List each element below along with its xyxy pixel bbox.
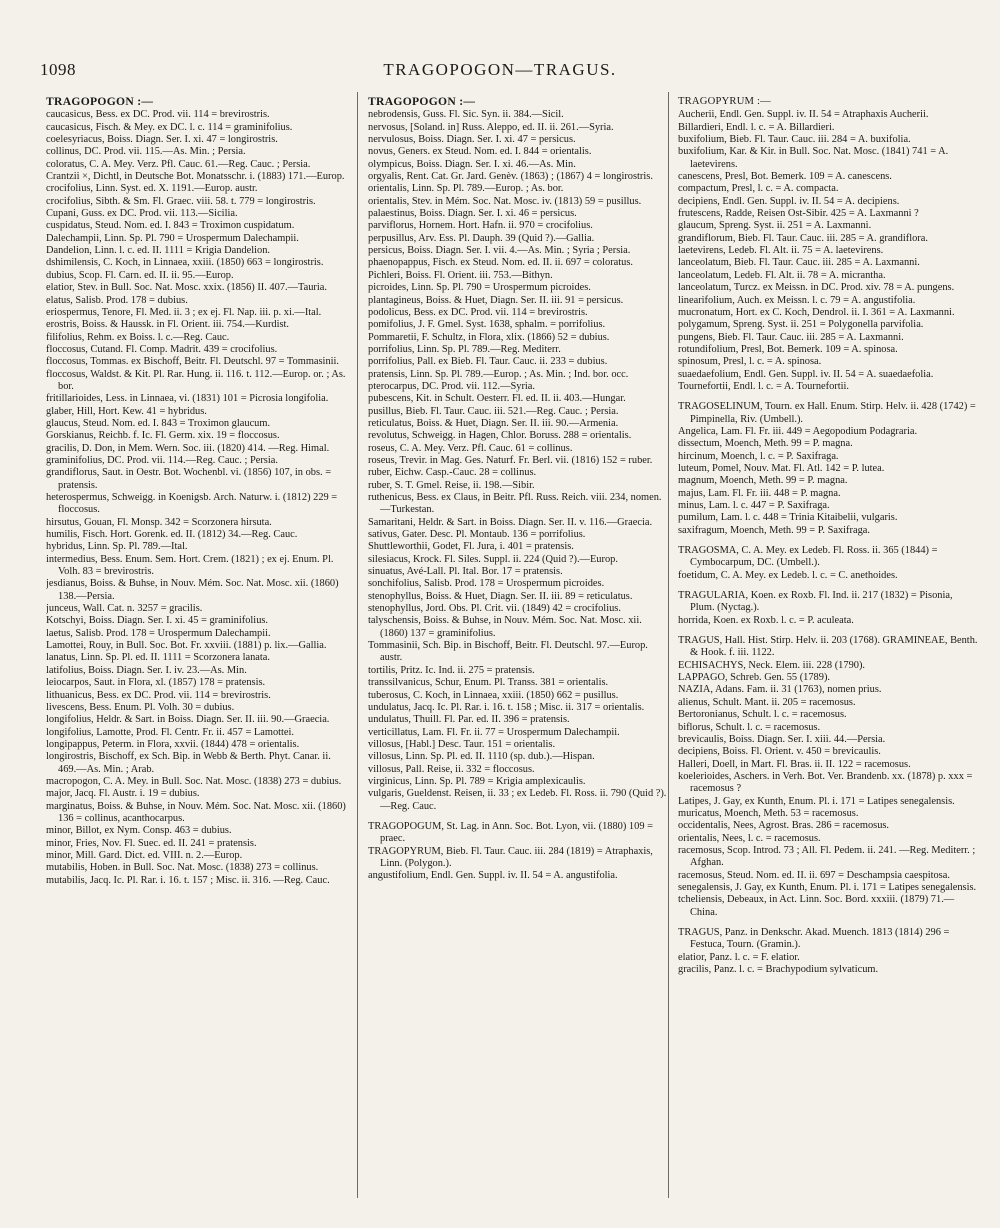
index-entry: lithuanicus, Bess. ex DC. Prod. vii. 114 = brevirostris. <box>46 689 271 701</box>
index-entry: longirostris, Bischoff, ex Sch. Bip. in Webb & Berth. Phyt. Canar. ii. 469.—As. Min. ; Arab. <box>46 751 331 775</box>
index-entry: intermedius, Bess. Enum. Sem. Hort. Crem. (1821) ; ex ej. Enum. Pl. Volh. 83 = brevirostris. <box>46 553 334 578</box>
index-entry: glaucus, Steud. Nom. ed. I. 843 = Troximon glaucum. <box>46 417 271 429</box>
index-entry: villosus, Pall. Reise, ii. 332 = floccosus. <box>368 763 535 775</box>
index-entry: major, Jacq. Fl. Austr. i. 19 = dubius. <box>46 788 200 800</box>
index-entry: Samaritani, Heldr. & Sart. in Boiss. Diagn. Ser. II. v. 116.—Graecia. <box>368 516 653 528</box>
index-entry: Cupani, Guss. ex DC. Prod. vii. 113.—Sicilia. <box>46 208 238 220</box>
index-entry: laetus, Salisb. Prod. 178 = Urospermum Dalechampii. <box>46 627 271 639</box>
index-entry: NAZIA, Adans. Fam. ii. 31 (1763), nomen prius. <box>678 684 882 696</box>
index-entry: angustifolium, Endl. Gen. Suppl. iv. II. 54 = A. angustifolia. <box>368 870 618 882</box>
index-entry: glaber, Hill, Hort. Kew. 41 = hybridus. <box>46 405 207 417</box>
index-entry: TRAGOSELINUM, Tourn. ex Hall. Enum. Stirp. Helv. ii. 428 (1742) = Pimpinella, Riv. (Umbell.). <box>678 401 976 425</box>
index-entry: decipiens, Endl. Gen. Suppl. iv. II. 54 = A. decipiens. <box>678 195 900 207</box>
index-entry: foetidum, C. A. Mey. ex Ledeb. l. c. = C. anethoides. <box>678 569 898 581</box>
index-entry: Gorskianus, Reichb. f. Ic. Fl. Germ. xix. 19 = floccosus. <box>46 430 280 442</box>
index-entry: elatus, Salisb. Prod. 178 = dubius. <box>46 294 188 306</box>
index-entry: buxifolium, Kar. & Kir. in Bull. Soc. Nat. Mosc. (1841) 741 = A. laetevirens. <box>678 146 949 170</box>
index-entry: nebrodensis, Guss. Fl. Sic. Syn. ii. 384.—Sicil. <box>368 109 564 121</box>
index-entry: pratensis, Linn. Sp. Pl. 789.—Europ. ; As. Min. ; Ind. bor. occ. <box>368 368 629 380</box>
index-entry: undulatus, Jacq. Ic. Pl. Rar. i. 16. t. 158 ; Misc. ii. 317 = orientalis. <box>368 701 645 713</box>
index-entry: graminifolius, DC. Prod. vii. 114.—Reg. Cauc. ; Persia. <box>46 454 278 466</box>
index-entry: muricatus, Moench, Meth. 53 = racemosus. <box>678 807 859 819</box>
index-entry: fritillarioides, Less. in Linnaea, vi. (1831) 101 = Picrosia longifolia. <box>46 393 329 405</box>
index-entry: jesdianus, Boiss. & Buhse, in Nouv. Mém. Soc. Nat. Mosc. xii. (1860) 138.—Persia. <box>46 578 339 602</box>
index-entry: Shuttleworthii, Godet, Fl. Jura, i. 401 = pratensis. <box>368 541 574 553</box>
index-entry: elatior, Stev. in Bull. Soc. Nat. Mosc. xxix. (1856) II. 407.—Tauria. <box>46 282 327 294</box>
index-entry: mutabilis, Hoben. in Bull. Soc. Nat. Mosc. (1838) 273 = collinus. <box>46 862 319 874</box>
genus-heading: TRAGOPOGON :— <box>368 96 476 108</box>
index-entry: ruber, Eichw. Casp.-Cauc. 28 = collinus. <box>368 467 537 479</box>
entry-list <box>678 109 978 393</box>
index-entry: minor, Mill. Gard. Dict. ed. VIII. n. 2.—Europ. <box>46 849 243 861</box>
index-entry: mutabilis, Jacq. Ic. Pl. Rar. i. 16. t. 157 ; Misc. ii. 316. —Reg. Cauc. <box>46 874 330 886</box>
index-entry: transsilvanicus, Schur, Enum. Pl. Transs. 381 = orientalis. <box>368 677 609 689</box>
index-entry: filifolius, Rehm. ex Boiss. l. c.—Reg. Cauc. <box>46 331 230 343</box>
index-entry: crocifolius, Linn. Syst. ed. X. 1191.—Europ. austr. <box>46 183 258 195</box>
index-entry: verticillatus, Lam. Fl. Fr. ii. 77 = Urospermum Dalechampii. <box>368 726 620 738</box>
index-entry: Dalechampii, Linn. Sp. Pl. 790 = Urospermum Dalechampii. <box>46 232 299 244</box>
index-entry: lanceolatum, Bieb. Fl. Taur. Cauc. iii. 285 = A. Laxmanni. <box>678 257 920 269</box>
index-entry: racemosus, Steud. Nom. ed. II. ii. 697 = Deschampsia caespitosa. <box>678 869 950 881</box>
index-entry: longipappus, Peterm. in Flora, xxvii. (1844) 478 = orientalis. <box>46 738 300 750</box>
index-entry: orientalis, Linn. Sp. Pl. 789.—Europ. ; As. bor. <box>368 183 564 195</box>
index-entry: minor, Fries, Nov. Fl. Suec. ed. II. 241 = pratensis. <box>46 837 257 849</box>
index-entry: tcheliensis, Debeaux, in Act. Linn. Soc. Bord. xxxiii. (1879) 71.—China. <box>678 894 955 918</box>
index-entry: marginatus, Boiss. & Buhse, in Nouv. Mém. Soc. Nat. Mosc. xii. (1860) 136 = collinus, acanthocarpus. <box>46 800 346 824</box>
index-entry: majus, Lam. Fl. Fr. iii. 448 = P. magna. <box>678 487 841 499</box>
index-entry: laetevirens, Ledeb. Fl. Alt. ii. 75 = A. laetevirens. <box>678 245 884 257</box>
index-entry: Latipes, J. Gay, ex Kunth, Enum. Pl. i. 171 = Latipes senegalensis. <box>678 795 955 807</box>
index-entry: LAPPAGO, Schreb. Gen. 55 (1789). <box>678 672 831 684</box>
index-entry: Lamottei, Rouy, in Bull. Soc. Bot. Fr. xxviii. (1881) p. lix.—Gallia. <box>46 640 327 652</box>
index-entry: coloratus, C. A. Mey. Verz. Pfl. Cauc. 61.—Reg. Cauc. ; Persia. <box>46 158 311 170</box>
index-entry: Billardieri, Endl. l. c. = A. Billardieri. <box>678 121 835 133</box>
index-entry: Kotschyi, Boiss. Diagn. Ser. I. xi. 45 = graminifolius. <box>46 615 269 627</box>
index-entry: villosus, [Habl.] Desc. Taur. 151 = orientalis. <box>368 738 556 750</box>
index-entry: racemosus, Scop. Introd. 73 ; All. Fl. Pedem. ii. 241. —Reg. Mediterr. ; Afghan. <box>678 844 976 869</box>
index-entry: mucronatum, Hort. ex C. Koch, Dendrol. ii. I. 361 = A. Laxmanni. <box>678 306 955 318</box>
index-entry: undulatus, Thuill. Fl. Par. ed. II. 396 = pratensis. <box>368 714 570 726</box>
index-entry: TRAGOPOGUM, St. Lag. in Ann. Soc. Bot. Lyon, vii. (1880) 109 = praec. <box>368 820 653 845</box>
index-entry: sonchifolius, Salisb. Prod. 178 = Urospermum picroides. <box>368 578 605 590</box>
index-entry: podolicus, Bess. ex DC. Prod. vii. 114 = brevirostris. <box>368 306 588 318</box>
genus-block <box>678 635 978 919</box>
index-entry: Angelica, Lam. Fl. Fr. iii. 449 = Aegopodium Podagraria. <box>678 425 918 437</box>
index-entry: erostris, Boiss. & Haussk. in Fl. Orient. iii. 754.—Kurdist. <box>46 319 290 331</box>
index-entry: alienus, Schult. Mant. ii. 205 = racemosus. <box>678 696 856 708</box>
index-entry: olympicus, Boiss. Diagn. Ser. I. xi. 46.—As. Min. <box>368 158 576 170</box>
index-entry: pterocarpus, DC. Prod. vii. 112.—Syria. <box>368 380 536 392</box>
index-entry: hircinum, Moench, l. c. = P. Saxifraga. <box>678 450 839 462</box>
genus-heading: TRAGOPOGON :— <box>46 96 154 108</box>
index-entry: collinus, DC. Prod. vii. 115.—As. Min. ; Persia. <box>46 146 246 158</box>
genus-block <box>368 821 668 883</box>
index-entry: saxifragum, Moench, Meth. 99 = P. Saxifraga. <box>678 524 870 536</box>
index-entry: frutescens, Radde, Reisen Ost-Sibir. 425 = A. Laxmanni ? <box>678 208 919 220</box>
entry-list <box>368 109 668 813</box>
index-entry: orientalis, Nees, l. c. = racemosus. <box>678 832 821 844</box>
index-entry: pumilum, Lam. l. c. 448 = Trinia Kitaibelii, vulgaris. <box>678 512 898 524</box>
index-entry: novus, Geners. ex Steud. Nom. ed. I. 844 = orientalis. <box>368 146 592 158</box>
index-entry: longifolius, Lamotte, Prod. Fl. Centr. Fr. ii. 457 = Lamottei. <box>46 726 295 738</box>
index-entry: pusillus, Bieb. Fl. Taur. Cauc. iii. 521.—Reg. Cauc. ; Persia. <box>368 405 619 417</box>
index-entry: magnum, Moench, Meth. 99 = P. magna. <box>678 475 848 487</box>
index-entry: macropogon, C. A. Mey. in Bull. Soc. Nat. Mosc. (1838) 273 = dubius. <box>46 775 342 787</box>
index-entry: caucasicus, Bess. ex DC. Prod. vii. 114 = brevirostris. <box>46 109 270 121</box>
index-entry: Pommaretii, F. Schultz, in Flora, xlix. (1866) 52 = dubius. <box>368 331 610 343</box>
index-entry: revolutus, Schweigg. in Hagen, Chlor. Boruss. 288 = orientalis. <box>368 430 632 442</box>
index-entry: polygamum, Spreng. Syst. ii. 251 = Polygonella parvifolia. <box>678 319 924 331</box>
index-entry: Tommasinii, Sch. Bip. in Bischoff, Beitr. Fl. Deutschl. 97.—Europ. austr. <box>368 640 648 664</box>
index-entry: latifolius, Boiss. Diagn. Ser. I. iv. 23.—As. Min. <box>46 664 247 676</box>
index-entry: minor, Billot, ex Nym. Consp. 463 = dubius. <box>46 825 232 837</box>
index-entry: stenophyllus, Jord. Obs. Pl. Crit. vii. (1849) 42 = crocifolius. <box>368 603 621 615</box>
index-entry: glaucum, Spreng. Syst. ii. 251 = A. Laxmanni. <box>678 220 872 232</box>
index-entry: pomifolius, J. F. Gmel. Syst. 1638, sphalm. = porrifolius. <box>368 319 606 331</box>
index-entry: TRAGOPYRUM, Bieb. Fl. Taur. Cauc. iii. 284 (1819) = Atraphaxis, Linn. (Polygon.). <box>368 845 653 869</box>
index-entry: pungens, Bieb. Fl. Taur. Cauc. iii. 285 = A. Laxmanni. <box>678 331 904 343</box>
index-entry: lanatus, Linn. Sp. Pl. ed. II. 1111 = Scorzonera lanata. <box>46 652 271 664</box>
index-entry: longifolius, Heldr. & Sart. in Boiss. Diagn. Ser. II. iii. 90.—Graecia. <box>46 714 330 726</box>
index-entry: porrifolius, Linn. Sp. Pl. 789.—Reg. Mediterr. <box>368 343 561 355</box>
index-entry: Aucherii, Endl. Gen. Suppl. iv. II. 54 = Atraphaxis Aucherii. <box>678 109 929 121</box>
index-entry: TRAGULARIA, Koen. ex Roxb. Fl. Ind. ii. 217 (1832) = Pisonia, Plum. (Nyctag.). <box>678 590 953 614</box>
index-entry: silesiacus, Krock. Fl. Siles. Suppl. ii. 224 (Quid ?).—Europ. <box>368 553 618 565</box>
index-entry: spinosum, Presl, l. c. = A. spinosa. <box>678 356 822 368</box>
column-divider <box>357 92 358 1198</box>
index-entry: perpusillus, Arv. Ess. Pl. Dauph. 39 (Quid ?).—Gallia. <box>368 232 595 244</box>
column-middle <box>368 96 668 1196</box>
index-entry: picroides, Linn. Sp. Pl. 790 = Urospermum picroides. <box>368 282 591 294</box>
index-entry: grandiflorus, Saut. in Oestr. Bot. Wochenbl. vi. (1856) 107, in obs. = pratensis. <box>46 467 332 491</box>
index-entry: lanceolatum, Ledeb. Fl. Alt. ii. 78 = A. micrantha. <box>678 269 886 281</box>
index-entry: rotundifolium, Presl, Bot. Bemerk. 109 = A. spinosa. <box>678 343 898 355</box>
genus-block <box>678 927 978 976</box>
index-entry: pubescens, Kit. in Schult. Oesterr. Fl. ed. II. ii. 403.—Hungar. <box>368 393 626 405</box>
column-right <box>678 96 978 1196</box>
index-entry: TRAGOSMA, C. A. Mey. ex Ledeb. Fl. Ross. ii. 365 (1844) = Cymbocarpum, DC. (Umbell.). <box>678 545 938 569</box>
index-entry: nervulosus, Boiss. Diagn. Ser. I. xi. 47 = persicus. <box>368 134 576 146</box>
index-entry: grandiflorum, Bieb. Fl. Taur. Cauc. iii. 285 = A. grandiflora. <box>678 232 928 244</box>
index-entry: vulgaris, Gueldenst. Reisen, ii. 33 ; ex Ledeb. Fl. Ross. ii. 790 (Quid ?).—Reg. Cauc. <box>368 788 667 812</box>
index-entry: roseus, Trevir. in Mag. Ges. Naturf. Fr. Berl. vii. (1816) 152 = ruber. <box>368 454 653 466</box>
index-entry: sativus, Gater. Desc. Pl. Montaub. 136 = porrifolius. <box>368 529 586 541</box>
genus-block <box>678 590 978 627</box>
index-entry: floccosus, Cutand. Fl. Comp. Madrit. 439 = crocifolius. <box>46 343 278 355</box>
index-entry: hybridus, Linn. Sp. Pl. 789.—Ital. <box>46 541 188 553</box>
index-entry: leiocarpos, Saut. in Flora, xl. (1857) 178 = pratensis. <box>46 677 266 689</box>
index-entry: orientalis, Stev. in Mém. Soc. Nat. Mosc. iv. (1813) 59 = pusillus. <box>368 195 642 207</box>
index-entry: lanceolatum, Turcz. ex Meissn. in DC. Prod. xiv. 78 = A. pungens. <box>678 282 955 294</box>
index-entry: luteum, Pomel, Nouv. Mat. Fl. Atl. 142 = P. lutea. <box>678 462 885 474</box>
index-entry: parviflorus, Hornem. Hort. Hafn. ii. 970 = crocifolius. <box>368 220 593 232</box>
index-entry: dshimilensis, C. Koch, in Linnaea, xxiii. (1850) 663 = longirostris. <box>46 257 324 269</box>
index-entry: porrifolius, Pall. ex Bieb. Fl. Taur. Cauc. ii. 233 = dubius. <box>368 356 608 368</box>
index-entry: livescens, Bess. Enum. Pl. Volh. 30 = dubius. <box>46 701 235 713</box>
index-entry: cuspidatus, Steud. Nom. ed. I. 843 = Troximon cuspidatum. <box>46 220 295 232</box>
index-entry: floccosus, Waldst. & Kit. Pl. Rar. Hung. ii. 116. t. 112.—Europ. or. ; As. bor. <box>46 368 346 392</box>
index-entry: elatior, Panz. l. c. = F. elatior. <box>678 951 800 963</box>
index-entry: koelerioides, Aschers. in Verh. Bot. Ver. Brandenb. xx. (1878) p. xxx = racemosus ? <box>678 770 973 795</box>
index-entry: ruthenicus, Bess. ex Claus, in Beitr. Pfl. Russ. Reich. viii. 234, nomen.—Turkestan. <box>368 492 662 516</box>
page-header <box>40 60 960 86</box>
index-entry: gracilis, Panz. l. c. = Brachypodium sylvaticum. <box>678 964 879 976</box>
index-entry: brevicaulis, Boiss. Diagn. Ser. I. xiii. 44.—Persia. <box>678 733 886 745</box>
index-entry: ruber, S. T. Gmel. Reise, ii. 198.—Sibir. <box>368 479 535 491</box>
genus-heading: TRAGOPYRUM :— <box>678 96 771 107</box>
index-entry: linearifolium, Auch. ex Meissn. l. c. 79 = A. angustifolia. <box>678 294 916 306</box>
index-entry: reticulatus, Boiss. & Huet, Diagn. Ser. II. iii. 90.—Armenia. <box>368 417 619 429</box>
index-entry: humilis, Fisch. Hort. Gorenk. ed. II. (1812) 34.—Reg. Cauc. <box>46 529 298 541</box>
index-entry: occidentalis, Nees, Agrost. Bras. 286 = racemosus. <box>678 820 890 832</box>
index-entry: persicus, Boiss. Diagn. Ser. I. vii. 4.—As. Min. ; Syria ; Persia. <box>368 245 631 257</box>
index-entry: talyschensis, Boiss. & Buhse, in Nouv. Mém. Soc. Nat. Mosc. xii. (1860) 137 = graminifolius. <box>368 615 642 639</box>
index-entry: ECHISACHYS, Neck. Elem. iii. 228 (1790). <box>678 659 866 671</box>
index-entry: biflorus, Schult. l. c. = racemosus. <box>678 721 821 733</box>
index-entry: heterospermus, Schweigg. in Koenigsb. Arch. Naturw. i. (1812) 229 = floccosus. <box>46 492 338 516</box>
index-entry: minus, Lam. l. c. 447 = P. Saxifraga. <box>678 500 830 511</box>
index-entry: phaenopappus, Fisch. ex Steud. Nom. ed. II. ii. 697 = coloratus. <box>368 257 634 269</box>
index-entry: stenophyllus, Boiss. & Huet, Diagn. Ser. II. iii. 89 = reticulatus. <box>368 590 633 602</box>
index-entry: TRAGUS, Hall. Hist. Stirp. Helv. ii. 203 (1768). GRAMINEAE, Benth. & Hook. f. iii. 1122. <box>678 635 978 659</box>
index-entry: Dandelion, Linn. l. c. ed. II. 1111 = Krigia Dandelion. <box>46 245 271 257</box>
index-entry: eriospermus, Tenore, Fl. Med. ii. 3 ; ex ej. Fl. Nap. iii. p. xi.—Ital. <box>46 306 322 318</box>
index-entry: Tournefortii, Endl. l. c. = A. Tournefortii. <box>678 380 850 392</box>
entry-list <box>46 109 346 887</box>
index-entry: compactum, Presl, l. c. = A. compacta. <box>678 183 839 195</box>
index-entry: floccosus, Tommas. ex Bischoff, Beitr. Fl. Deutschl. 97 = Tommasinii. <box>46 356 340 368</box>
index-entry: suaedaefolium, Endl. Gen. Suppl. iv. II. 54 = A. suaedaefolia. <box>678 368 934 380</box>
index-entry: nervosus, [Soland. in] Russ. Aleppo, ed. II. ii. 261.—Syria. <box>368 121 614 133</box>
index-entry: roseus, C. A. Mey. Verz. Pfl. Cauc. 61 = collinus. <box>368 442 573 454</box>
index-entry: tuberosus, C. Koch, in Linnaea, xxiii. (1850) 662 = pusillus. <box>368 689 619 701</box>
index-entry: buxifolium, Bieb. Fl. Taur. Cauc. iii. 284 = A. buxifolia. <box>678 134 911 146</box>
index-entry: villosus, Linn. Sp. Pl. ed. II. 1110 (sp. dub.).—Hispan. <box>368 751 595 763</box>
running-title: TRAGOPOGON—TRAGUS. <box>383 60 617 79</box>
index-entry: TRAGUS, Panz. in Denkschr. Akad. Muench. 1813 (1814) 296 = Festuca, Tourn. (Gramin.). <box>678 927 950 951</box>
genus-block <box>678 401 978 537</box>
genus-block <box>678 545 978 582</box>
index-entry: dissectum, Moench, Meth. 99 = P. magna. <box>678 438 853 450</box>
index-entry: caucasicus, Fisch. & Mey. ex DC. l. c. 114 = graminifolius. <box>46 121 293 133</box>
index-entry: coelesyriacus, Boiss. Diagn. Ser. I. xi. 47 = longirostris. <box>46 134 278 146</box>
index-entry: sinuatus, Avé-Lall. Pl. Ital. Bor. 17 = pratensis. <box>368 566 563 578</box>
index-entry: Pichleri, Boiss. Fl. Orient. iii. 753.—Bithyn. <box>368 269 553 281</box>
index-entry: orgyalis, Rent. Cat. Gr. Jard. Genèv. (1863) ; (1867) 4 = longirostris. <box>368 171 653 183</box>
index-entry: decipiens, Boiss. Fl. Orient. v. 450 = brevicaulis. <box>678 746 881 758</box>
index-entry: horrida, Koen. ex Roxb. l. c. = P. aculeata. <box>678 614 854 626</box>
index-entry: crocifolius, Sibth. & Sm. Fl. Graec. viii. 58. t. 779 = longirostris. <box>46 195 316 207</box>
index-entry: senegalensis, J. Gay, ex Kunth, Enum. Pl. i. 171 = Latipes senegalensis. <box>678 881 977 893</box>
index-entry: virginicus, Linn. Sp. Pl. 789 = Krigia amplexicaulis. <box>368 775 586 787</box>
column-divider <box>668 92 669 1198</box>
index-entry: Crantzii ×, Dichtl, in Deutsche Bot. Monatsschr. i. (1883) 171.—Europ. <box>46 171 345 183</box>
column-left <box>46 96 346 1196</box>
index-entry: Bertoronianus, Schult. l. c. = racemosus. <box>678 709 847 721</box>
index-entry: Halleri, Doell, in Mart. Fl. Bras. ii. II. 122 = racemosus. <box>678 758 911 770</box>
index-entry: hirsutus, Gouan, Fl. Monsp. 342 = Scorzonera hirsuta. <box>46 516 272 528</box>
page-number: 1098 <box>40 60 76 79</box>
index-entry: palaestinus, Boiss. Diagn. Ser. I. xi. 46 = persicus. <box>368 208 577 220</box>
index-entry: tortilis, Pritz. Ic. Ind. ii. 275 = pratensis. <box>368 664 535 676</box>
index-entry: plantagineus, Boiss. & Huet, Diagn. Ser. II. iii. 91 = persicus. <box>368 294 624 306</box>
index-entry: dubius, Scop. Fl. Carn. ed. II. ii. 95.—Europ. <box>46 269 234 281</box>
index-entry: gracilis, D. Don, in Mem. Wern. Soc. iii. (1820) 414. —Reg. Himal. <box>46 442 330 454</box>
index-entry: junceus, Wall. Cat. n. 3257 = gracilis. <box>46 603 203 615</box>
index-entry: canescens, Presl, Bot. Bemerk. 109 = A. canescens. <box>678 171 892 183</box>
